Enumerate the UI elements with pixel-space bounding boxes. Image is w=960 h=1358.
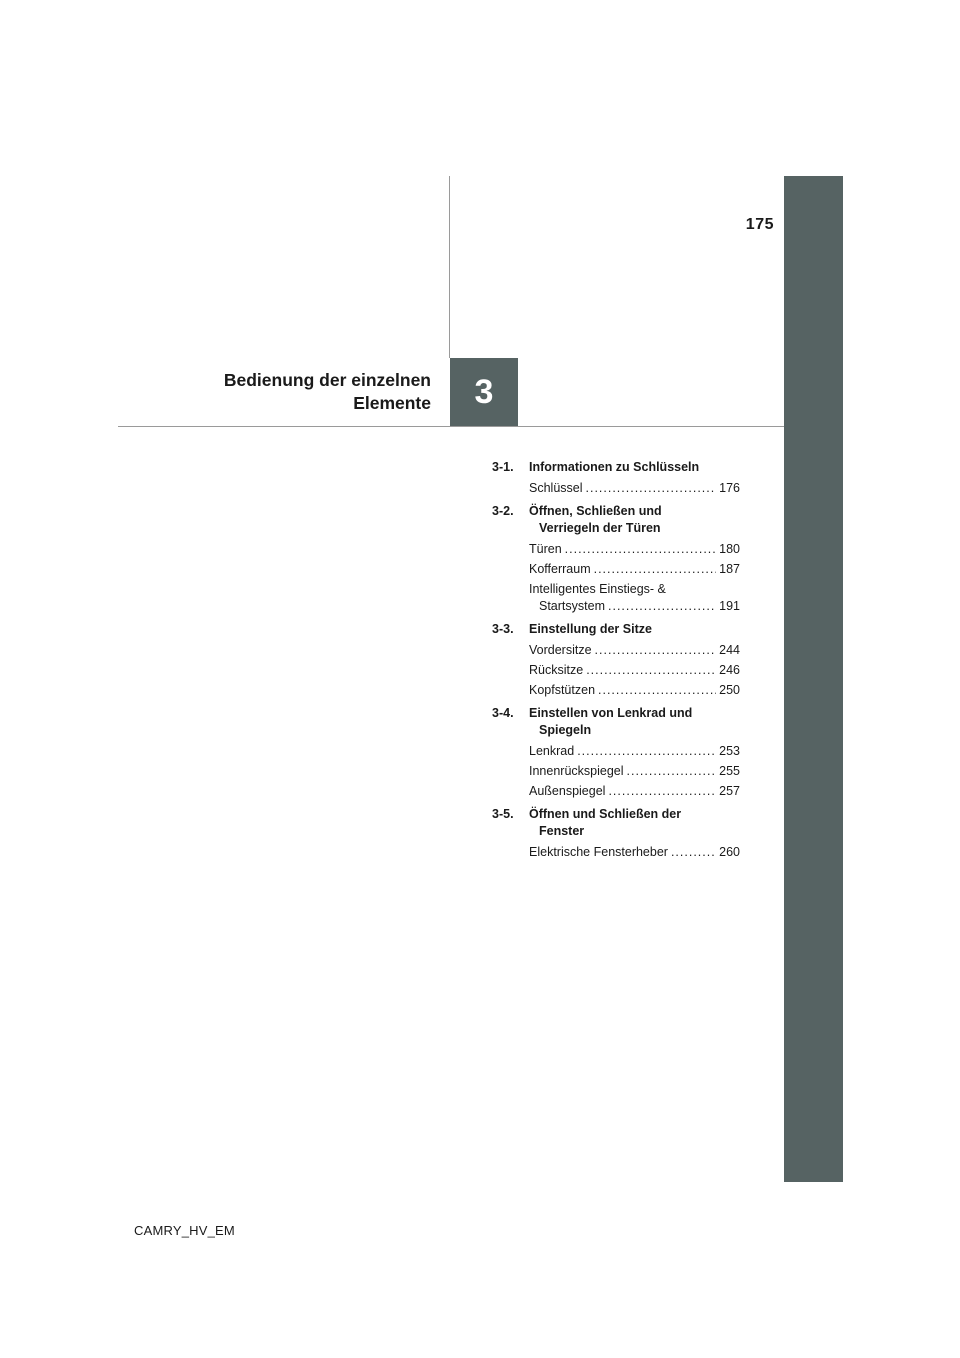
chapter-title-line2: Elemente: [353, 393, 431, 413]
toc-entry[interactable]: [529, 844, 740, 861]
entry-label: Kopfstützen: [529, 683, 596, 697]
toc-entry[interactable]: [529, 763, 740, 780]
section-title: Einstellung der Sitze: [529, 622, 652, 636]
toc-section-3-1[interactable]: [492, 459, 740, 476]
entry-page: 244: [719, 643, 740, 657]
entry-page: 257: [719, 784, 740, 798]
chapter-title-line1: Bedienung der einzelnen: [223, 370, 431, 390]
leader-dots: [577, 743, 716, 760]
section-number: 3-2.: [492, 504, 514, 518]
toc-section-3-5[interactable]: [492, 806, 740, 840]
section-title-cont: Spiegeln: [539, 723, 592, 737]
leader-dots: [627, 763, 717, 780]
entry-page: 180: [719, 542, 740, 556]
section-title: Einstellen von Lenkrad und: [529, 706, 693, 720]
page-number: 175: [745, 216, 774, 233]
toc-entry[interactable]: [529, 642, 740, 659]
entry-page: 191: [719, 599, 740, 613]
entry-page: 176: [719, 481, 740, 495]
leader-dots: [586, 480, 717, 497]
table-of-contents: [492, 459, 740, 864]
vertical-divider: [449, 176, 450, 358]
entry-label: Kofferraum: [529, 562, 591, 576]
entry-label: Rücksitze: [529, 663, 584, 677]
entry-page: 246: [719, 663, 740, 677]
leader-dots: [671, 844, 716, 861]
section-number: 3-1.: [492, 460, 514, 474]
horizontal-divider: [118, 426, 784, 427]
entry-label: Elektrische Fensterheber: [529, 845, 668, 859]
leader-dots: [595, 642, 717, 659]
entry-page: 250: [719, 683, 740, 697]
section-title: Öffnen, Schließen und: [529, 504, 662, 518]
toc-entry[interactable]: [529, 561, 740, 578]
leader-dots: [598, 682, 716, 699]
entry-label: Lenkrad: [529, 744, 575, 758]
toc-entry[interactable]: [529, 662, 740, 679]
leader-dots: [608, 783, 716, 800]
entry-label: Außenspiegel: [529, 784, 606, 798]
toc-section-3-3[interactable]: [492, 621, 740, 638]
entry-label: Intelligentes Einstiegs- &: [529, 582, 666, 596]
chapter-number: 3: [474, 372, 494, 411]
entry-label: Vordersitze: [529, 643, 592, 657]
entry-page: 253: [719, 744, 740, 758]
document-code: CAMRY_HV_EM: [134, 1223, 235, 1238]
section-title: Informationen zu Schlüsseln: [529, 460, 700, 474]
section-number: 3-4.: [492, 706, 514, 720]
chapter-side-tab: [784, 176, 843, 1182]
section-title-cont: Fenster: [539, 824, 585, 838]
toc-entry[interactable]: [529, 682, 740, 699]
chapter-title: [150, 369, 431, 415]
leader-dots: [565, 541, 716, 558]
toc-entry[interactable]: [529, 480, 740, 497]
toc-entry[interactable]: [529, 581, 740, 615]
toc-entry[interactable]: [529, 783, 740, 800]
toc-section-3-4[interactable]: [492, 705, 740, 739]
leader-dots: [594, 561, 717, 578]
leader-dots: [608, 598, 716, 615]
toc-entry[interactable]: [529, 743, 740, 760]
leader-dots: [586, 662, 716, 679]
section-title: Öffnen und Schließen der: [529, 807, 682, 821]
entry-label: Innenrückspiegel: [529, 764, 624, 778]
toc-entry[interactable]: [529, 541, 740, 558]
entry-page: 255: [719, 764, 740, 778]
entry-label: Türen: [529, 542, 562, 556]
section-number: 3-5.: [492, 807, 514, 821]
entry-page: 187: [719, 562, 740, 576]
entry-label-cont: Startsystem: [539, 599, 605, 613]
entry-label: Schlüssel: [529, 481, 583, 495]
chapter-number-box: [450, 358, 518, 426]
section-title-cont: Verriegeln der Türen: [539, 521, 661, 535]
toc-section-3-2[interactable]: [492, 503, 740, 537]
entry-page: 260: [719, 845, 740, 859]
section-number: 3-3.: [492, 622, 514, 636]
